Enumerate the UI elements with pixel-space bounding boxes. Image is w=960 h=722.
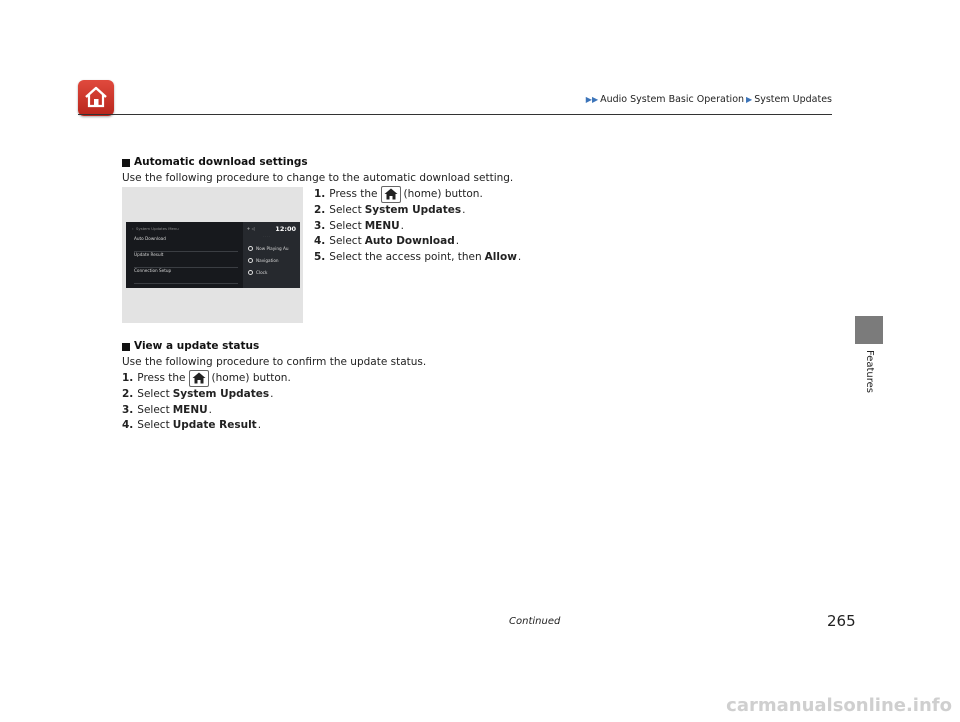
home-button-icon [381,186,401,203]
step-item: 4. Select Update Result . [122,419,262,431]
step-item: 1. Press the (home) button. [122,370,426,387]
home-button-icon [189,370,209,387]
section-title: View a update status [122,339,426,355]
status-sub: · · · · [263,234,270,238]
header-divider [78,114,832,115]
home-chapter-icon [78,80,114,116]
steps-auto-download [314,186,521,265]
step-item: 3. Select MENU . [122,403,212,416]
breadcrumb-item[interactable]: System Updates [754,94,832,105]
section-title: Automatic download settings [122,155,513,171]
section-intro: Use the following procedure to confirm the update status. [122,355,427,368]
menu-header: ‹ System Updates Menu [132,226,179,231]
chapter-label: Features [863,349,875,393]
page-number: 265 [827,612,856,630]
section-intro: Use the following procedure to change to the automatic download setting. [122,171,514,184]
shortcut-clock[interactable]: Clock [248,266,289,278]
shortcut-now-playing[interactable]: Now Playing Au [248,242,289,254]
breadcrumb-arrow-icon: ▶▶ [585,95,599,104]
breadcrumb-arrow-icon: ▶ [746,95,753,104]
step-item: 2. Select System Updates . [314,204,466,216]
breadcrumb [586,94,832,105]
breadcrumb-item[interactable]: Audio System Basic Operation [600,94,745,105]
clock-icon [248,270,253,275]
step-item: 1. Press the (home) button. [314,186,521,203]
display-screen [126,222,300,288]
step-item: 2. Select System Updates . [122,388,274,400]
step-item: 3. Select MENU . [314,219,404,232]
menu-item-connection-setup[interactable]: Connection Setup [134,268,238,284]
square-bullet-icon [122,343,130,351]
menu-item-update-result[interactable]: Update Result [134,252,238,268]
navigation-icon [248,258,253,263]
continued-label: Continued [509,616,561,627]
step-item: 4. Select Auto Download . [314,235,460,247]
square-bullet-icon [122,159,130,167]
status-icons: ✈ ◁ [247,226,255,231]
menu-item-auto-download[interactable]: Auto Download [134,236,238,252]
section-update-status [122,339,426,434]
step-item: 5. Select the access point, then Allow . [314,250,522,263]
menu-panel [126,222,243,288]
system-updates-screenshot [122,187,303,323]
status-panel [243,222,300,288]
section-auto-download [122,155,513,186]
chapter-tab [855,316,883,344]
audio-icon [248,246,253,251]
watermark: carmanualsonline.info [726,695,952,716]
clock-readout: 12:00 [275,225,296,233]
steps-update-status [122,370,426,434]
shortcut-navigation[interactable]: Navigation [248,254,289,266]
